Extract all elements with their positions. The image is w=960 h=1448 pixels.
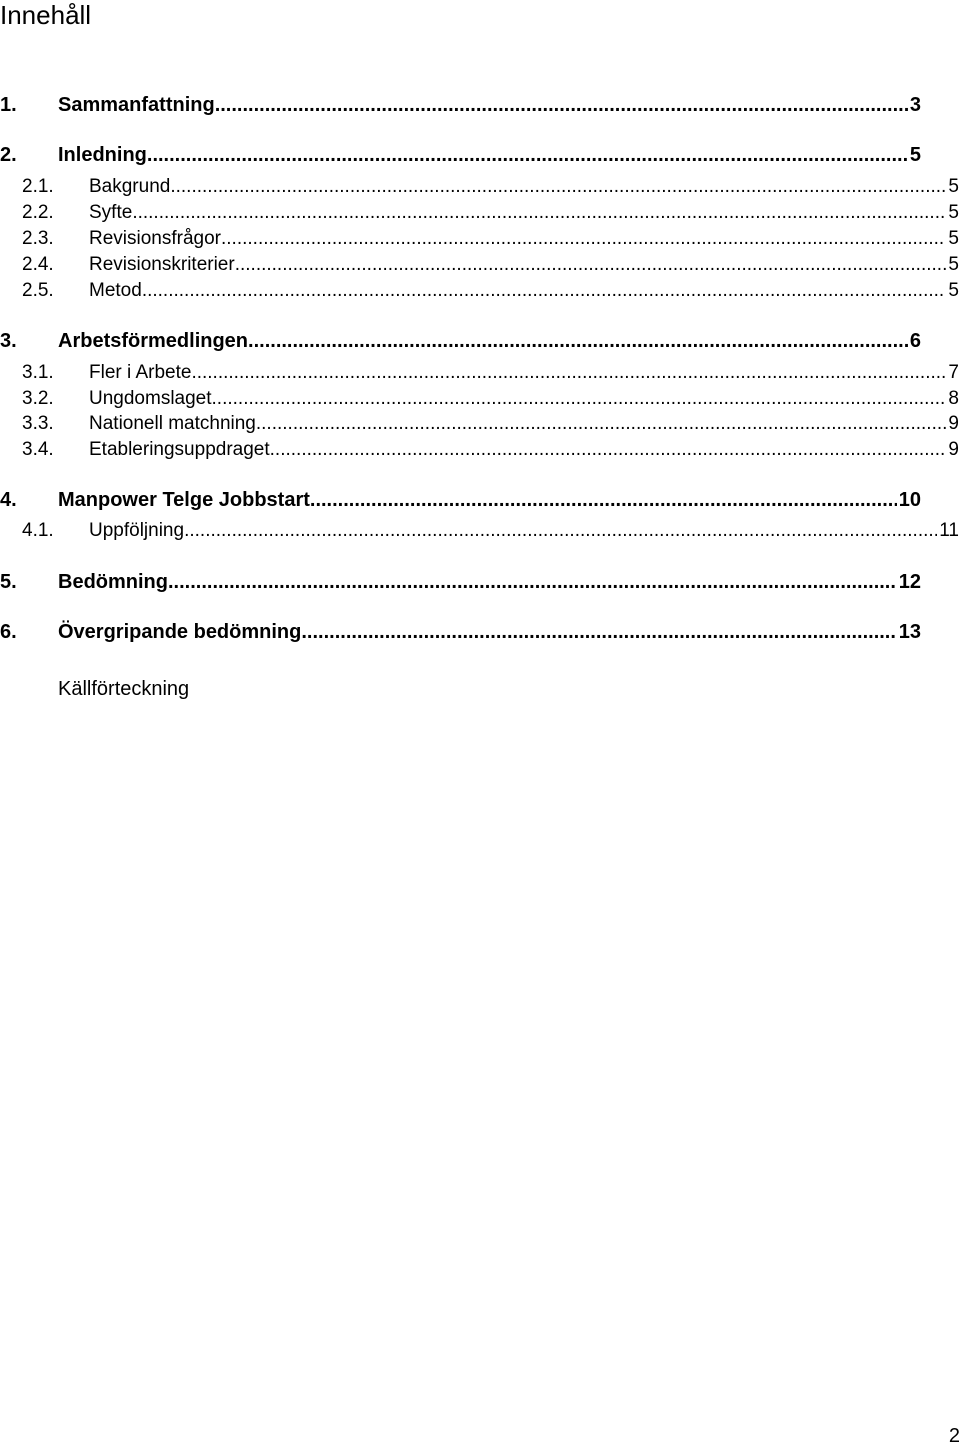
toc-entry-page: 7 xyxy=(948,362,959,383)
toc-entry-2-2[interactable] xyxy=(22,201,959,225)
toc-leader-dots xyxy=(301,619,896,645)
toc-entry-5[interactable] xyxy=(0,569,921,595)
toc-entry-number: 3.3. xyxy=(22,413,54,434)
toc-entry-page: 8 xyxy=(948,388,959,409)
toc-leader-dots xyxy=(147,142,908,168)
toc-entry-3-2[interactable] xyxy=(22,387,959,411)
toc-entry-2-4[interactable] xyxy=(22,253,959,277)
toc-leader-dots xyxy=(248,328,908,354)
toc-entry-2-3[interactable] xyxy=(22,227,959,251)
appendix-entry[interactable]: Källförteckning xyxy=(58,678,190,700)
toc-entry-number: 2.3. xyxy=(22,228,54,249)
toc-entry-label: Syfte xyxy=(89,202,133,223)
toc-entry-number: 4.1. xyxy=(22,520,54,541)
toc-entry-label: Uppföljning xyxy=(89,520,185,541)
toc-entry-label: Metod xyxy=(89,280,142,301)
toc-entry-number: 2.4. xyxy=(22,254,54,275)
toc-entry-page: 10 xyxy=(898,489,921,511)
toc-entry-number: 2. xyxy=(0,144,17,166)
toc-entry-label: Bedömning xyxy=(58,571,168,593)
toc-entry-6[interactable] xyxy=(0,619,921,645)
toc-leader-dots xyxy=(235,253,947,277)
toc-entry-page: 12 xyxy=(898,571,921,593)
toc-entry-page: 5 xyxy=(948,254,959,275)
toc-leader-dots xyxy=(212,387,947,411)
toc-entry-number: 2.1. xyxy=(22,176,54,197)
toc-entry-label: Fler i Arbete xyxy=(89,362,192,383)
toc-leader-dots xyxy=(184,519,937,543)
toc-entry-number: 6. xyxy=(0,621,17,643)
toc-entry-4-1[interactable] xyxy=(22,519,959,543)
toc-leader-dots xyxy=(132,201,946,225)
toc-entry-label: Inledning xyxy=(58,144,147,166)
toc-entry-label: Sammanfattning xyxy=(58,94,215,116)
toc-leader-dots xyxy=(310,487,897,513)
toc-entry-label: Manpower Telge Jobbstart xyxy=(58,489,310,511)
toc-entry-3-1[interactable] xyxy=(22,361,959,385)
toc-entry-3[interactable] xyxy=(0,328,921,354)
toc-entry-label: Revisionsfrågor xyxy=(89,228,221,249)
toc-entry-page: 13 xyxy=(898,621,921,643)
toc-entry-label: Etableringsuppdraget xyxy=(89,439,270,460)
toc-entry-page: 5 xyxy=(948,228,959,249)
toc-entry-page: 9 xyxy=(948,413,959,434)
page-number: 2 xyxy=(948,1425,960,1447)
toc-entry-page: 3 xyxy=(909,94,921,116)
toc-entry-label: Nationell matchning xyxy=(89,413,256,434)
toc-entry-number: 5. xyxy=(0,571,17,593)
toc-entry-2-5[interactable] xyxy=(22,279,959,303)
toc-entry-number: 3.1. xyxy=(22,362,54,383)
toc-leader-dots xyxy=(191,361,946,385)
toc-entry-page: 5 xyxy=(909,144,921,166)
toc-entry-label: Ungdomslaget xyxy=(89,388,212,409)
toc-leader-dots xyxy=(215,92,908,118)
toc-entry-page: 5 xyxy=(948,176,959,197)
toc-entry-label: Arbetsförmedlingen xyxy=(58,330,249,352)
toc-entry-page: 6 xyxy=(909,330,921,352)
toc-entry-number: 3.4. xyxy=(22,439,54,460)
toc-leader-dots xyxy=(142,279,947,303)
toc-entry-4[interactable] xyxy=(0,487,921,513)
toc-leader-dots xyxy=(168,569,897,595)
toc-leader-dots xyxy=(170,175,946,199)
toc-entry-3-4[interactable] xyxy=(22,438,959,462)
toc-entry-label: Bakgrund xyxy=(89,176,171,197)
toc-entry-2[interactable] xyxy=(0,142,921,168)
toc-entry-page: 9 xyxy=(948,439,959,460)
toc-entry-number: 1. xyxy=(0,94,17,116)
toc-entry-number: 2.2. xyxy=(22,202,54,223)
toc-entry-page: 5 xyxy=(948,202,959,223)
toc-entry-page: 11 xyxy=(939,520,959,541)
toc-entry-2-1[interactable] xyxy=(22,175,959,199)
toc-leader-dots xyxy=(270,438,947,462)
toc-entry-label: Övergripande bedömning xyxy=(58,621,302,643)
toc-entry-1[interactable] xyxy=(0,92,921,118)
toc-entry-number: 3. xyxy=(0,330,17,352)
toc-entry-label: Revisionskriterier xyxy=(89,254,235,275)
toc-entry-number: 2.5. xyxy=(22,280,54,301)
toc-leader-dots xyxy=(221,227,946,251)
toc-entry-3-3[interactable] xyxy=(22,412,959,436)
toc-entry-number: 3.2. xyxy=(22,388,54,409)
toc-entry-number: 4. xyxy=(0,489,17,511)
toc-leader-dots xyxy=(256,412,947,436)
toc-entry-page: 5 xyxy=(948,280,959,301)
page-title: Innehåll xyxy=(0,0,92,30)
